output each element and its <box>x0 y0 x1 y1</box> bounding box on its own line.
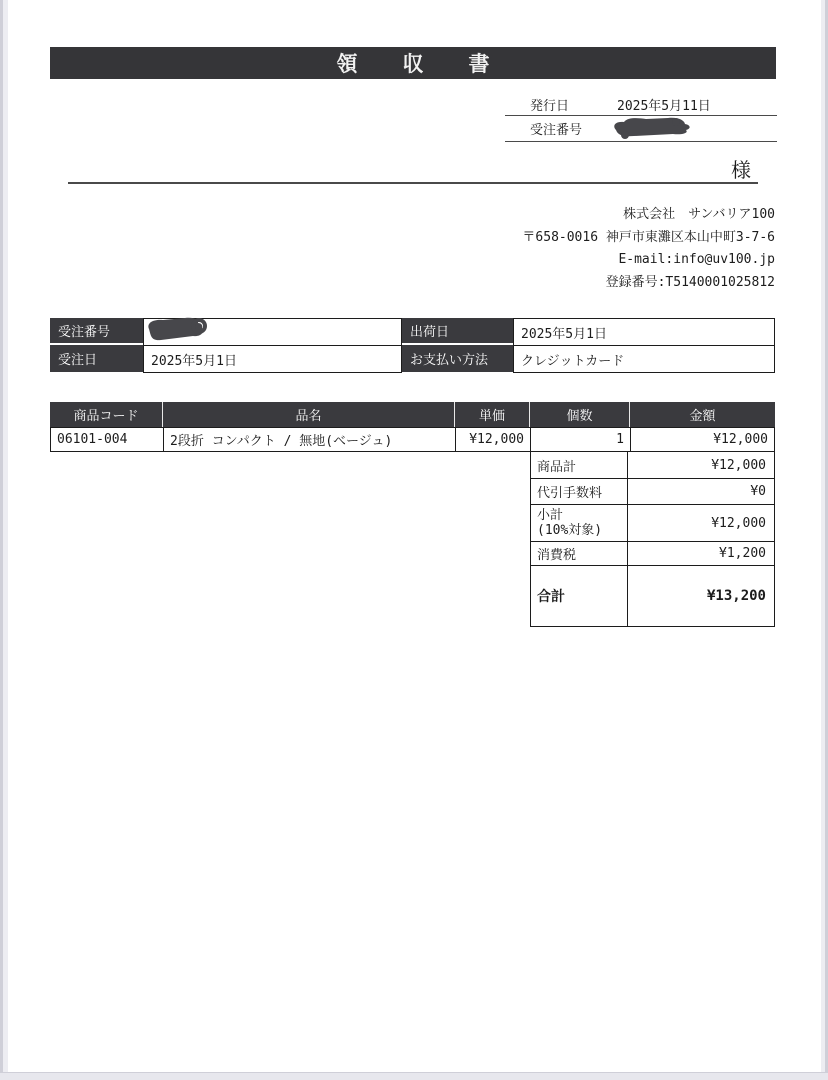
recipient-name-line <box>68 182 758 184</box>
col-header-quantity: 個数 <box>530 402 630 427</box>
item-name: 2段折 コンパクト / 無地(ベージュ) <box>163 427 455 452</box>
receipt-title-bar <box>50 47 776 79</box>
subtotal-row <box>530 504 775 542</box>
product-total-row <box>530 451 775 479</box>
photo-edge-bottom <box>0 1072 828 1080</box>
issue-date-label: 発行日 <box>530 99 570 114</box>
cod-fee-label: 代引手数料 <box>530 478 628 505</box>
order-number-label: 受注番号 <box>530 123 583 138</box>
seller-email: E-mail:info@uv100.jp <box>618 252 775 267</box>
payment-method-header-cell: お支払い方法 <box>402 345 513 372</box>
item-unit-price: ¥12,000 <box>455 427 530 452</box>
subtotal-label <box>530 504 628 542</box>
issue-date-value: 2025年5月11日 <box>617 99 711 114</box>
item-table-header-row <box>50 402 775 427</box>
product-total-label: 商品計 <box>530 451 628 479</box>
order-date-header-cell: 受注日 <box>50 345 143 372</box>
cod-fee-row <box>530 478 775 505</box>
order-number-redaction-scribble <box>610 114 694 140</box>
recipient-honorific: 様 <box>731 158 751 182</box>
item-amount: ¥12,000 <box>630 427 775 452</box>
grand-total-value: ¥13,200 <box>628 565 775 627</box>
ship-date-header-cell: 出荷日 <box>402 318 513 345</box>
seller-block <box>522 204 775 294</box>
subtotal-value: ¥12,000 <box>628 504 775 542</box>
item-quantity: 1 <box>530 427 630 452</box>
seller-registration-number: 登録番号:T5140001025812 <box>605 274 775 290</box>
issue-date-row <box>505 92 777 116</box>
col-header-unit-price: 単価 <box>455 402 530 427</box>
subtotal-label-line1: 小計 <box>537 508 564 523</box>
subtotal-label-line2: (10%対象) <box>537 523 603 538</box>
totals-table <box>530 452 775 627</box>
product-total-value: ¥12,000 <box>628 451 775 479</box>
order-no-header-cell: 受注番号 <box>50 318 143 345</box>
cod-fee-value: ¥0 <box>628 478 775 505</box>
col-header-product-name: 品名 <box>163 402 455 427</box>
grand-total-label: 合計 <box>530 565 628 627</box>
grand-total-row <box>530 565 775 627</box>
photo-edge-left-inner <box>3 0 8 1080</box>
tax-row <box>530 541 775 566</box>
order-number-table-redaction-scribble <box>141 314 215 344</box>
tax-value: ¥1,200 <box>628 541 775 566</box>
col-header-amount: 金額 <box>630 402 775 427</box>
payment-method-value-cell: クレジットカード <box>513 345 775 373</box>
item-code: 06101-004 <box>50 427 163 452</box>
item-row <box>50 427 775 452</box>
receipt-title: 領 収 書 <box>336 52 502 76</box>
seller-address: 〒658-0016 神戸市東灘区本山中町3-7-6 <box>522 229 775 245</box>
item-table <box>50 402 775 452</box>
photo-edge-right-inner <box>821 0 825 1080</box>
seller-name: 株式会社 サンバリア100 <box>623 207 775 222</box>
ship-date-value-cell: 2025年5月1日 <box>513 318 775 346</box>
col-header-product-code: 商品コード <box>50 402 163 427</box>
order-date-value-cell: 2025年5月1日 <box>143 345 402 373</box>
tax-label: 消費税 <box>530 541 628 566</box>
